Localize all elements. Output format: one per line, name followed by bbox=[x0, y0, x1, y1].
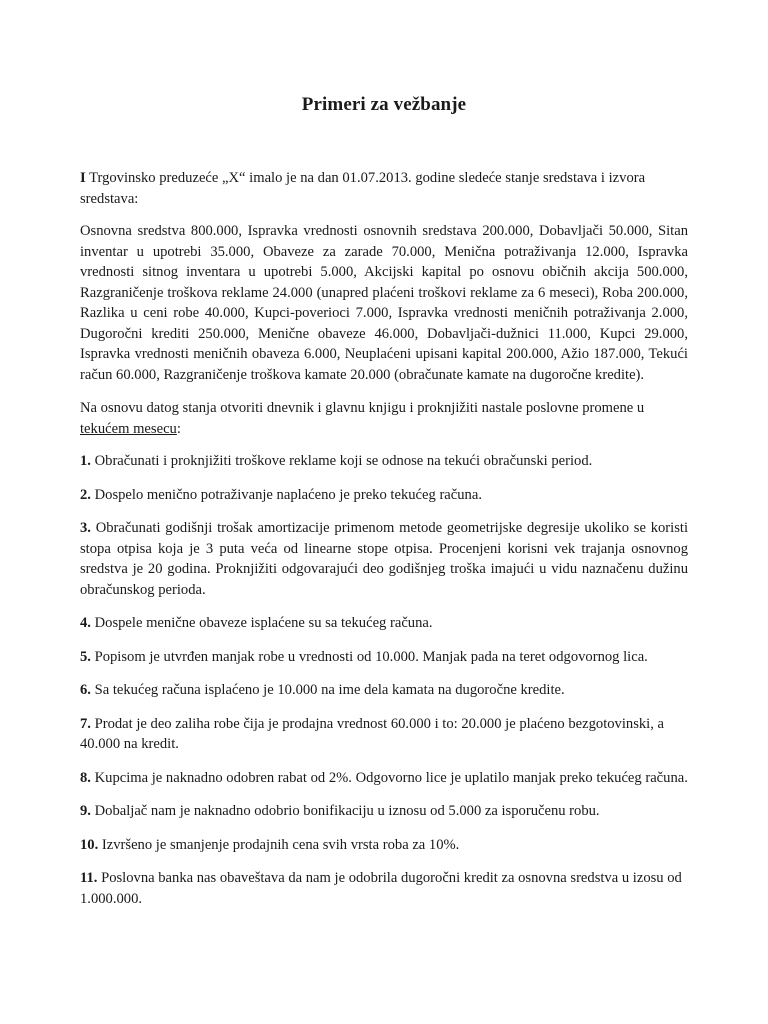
item-text: Sa tekućeg računa isplaćeno je 10.000 na ime dela kamata na dugoročne kredite. bbox=[90, 682, 565, 698]
item-text: Kupcima je naknadno odobren rabat od 2%. Odgovorno lice je uplatilo manjak preko tekućeg računa. bbox=[90, 769, 688, 786]
assets-paragraph: Osnovna sredstva 800.000, Ispravka vrednosti osnovnih sredstava 200.000, Dobavljači 50.000, Sitan inventar u upotrebi 35.000, Obaveze za zarade 70.000, Menična potraživanja 12.000, Ispravka vrednosti sitnog inventara u upotrebi 5.000, Akcijski kapital po osnovu običnih akcija 500.000, Razgraničenje troškova reklame 24.000 (unapred plaćeni troškovi reklame za 6 meseci), Roba 200.000, Razlika u ceni robe 40.000, Kupci-poverioci 7.000, Ispravka vrednosti meničnih potraživanja 2.000, Dugoročni krediti 250.000, Menične obaveze 46.000, Dobavljači-dužnici 11.000, Kupci 29.000, Ispravka vrednosti meničnih obaveza 6.000, Neuplaćeni upisani kapital 200.000, Ažio 187.000, Tekući račun 60.000, Razgraničenje troškova kamate 20.000 (obračunate kamate na dugoročne kredite). bbox=[80, 223, 688, 383]
task-text: Na osnovu datog stanja otvoriti dnevnik i glavnu knjigu i proknjižiti nastale poslovne promene u bbox=[80, 400, 645, 416]
item-text: Popisom je utvrđen manjak robe u vrednosti od 10.000. Manjak pada na teret odgovornog lica. bbox=[90, 648, 648, 665]
intro-roman-numeral: I bbox=[80, 170, 86, 186]
list-item-3 bbox=[80, 518, 688, 600]
list-item-1 bbox=[80, 451, 688, 472]
item-number: 5. bbox=[80, 648, 91, 665]
item-text: Dospele menične obaveze isplaćene su sa tekućeg računa. bbox=[90, 615, 433, 631]
page-title: Primeri za vežbanje bbox=[301, 94, 467, 115]
item-number: 4. bbox=[80, 615, 91, 631]
intro-text: Trgovinsko preduzeće „X“ imalo je na dan 01.07.2013. godine sledeće stanje sredstava i izvora sredstava: bbox=[80, 170, 646, 207]
item-text: Dobaljač nam je naknadno odobrio bonifikaciju u iznosu od 5.000 za isporučenu robu. bbox=[90, 803, 600, 819]
list-item-7 bbox=[80, 714, 688, 755]
item-number: 2. bbox=[80, 486, 91, 503]
task-suffix: : bbox=[176, 420, 181, 437]
task-underlined-text: tekućem mesecu bbox=[80, 420, 177, 437]
item-text: Obračunati godišnji trošak amortizacije primenom metode geometrijske degresije ukoliko se koristi stopa otpisa koja je 3 puta veća od linearne stope otpisa. Procenjeni korisni vek trajanja osnovnog sredstva je 20 godina. Proknjižiti odgovarajući deo godišnjeg troška imajući u vidu naznačenu dužinu obračunskog perioda. bbox=[80, 520, 688, 598]
item-number: 11. bbox=[80, 870, 98, 886]
item-number: 1. bbox=[80, 453, 91, 469]
item-number: 10. bbox=[80, 836, 99, 853]
item-number: 3. bbox=[80, 520, 91, 536]
item-text: Prodat je deo zaliha robe čija je prodajna vrednost 60.000 i to: 20.000 je plaćeno bezgotovinski, a 40.000 na kredit. bbox=[80, 715, 665, 752]
list-item-11 bbox=[80, 868, 688, 909]
item-number: 8. bbox=[80, 769, 91, 786]
item-text: Dospelo menično potraživanje naplaćeno je preko tekućeg računa. bbox=[90, 486, 482, 503]
item-text: Poslovna banka nas obaveštava da nam je odobrila dugoročni kredit za osnovna sredstva u izosu od 1.000.000. bbox=[80, 870, 682, 907]
task-paragraph bbox=[80, 398, 688, 439]
item-text: Obračunati i proknjižiti troškove reklame koji se odnose na tekući obračunski period. bbox=[90, 453, 593, 469]
item-number: 9. bbox=[80, 803, 91, 819]
list-item-10 bbox=[80, 835, 688, 856]
item-number: 6. bbox=[80, 682, 91, 698]
list-item-4 bbox=[80, 613, 688, 634]
intro-paragraph bbox=[80, 168, 688, 209]
list-item-5 bbox=[80, 647, 688, 668]
list-item-8 bbox=[80, 768, 688, 789]
item-text: Izvršeno je smanjenje prodajnih cena svih vrsta roba za 10%. bbox=[98, 836, 460, 853]
list-item-9 bbox=[80, 801, 688, 822]
list-item-2 bbox=[80, 485, 688, 506]
item-number: 7. bbox=[80, 715, 91, 732]
list-item-6 bbox=[80, 680, 688, 701]
